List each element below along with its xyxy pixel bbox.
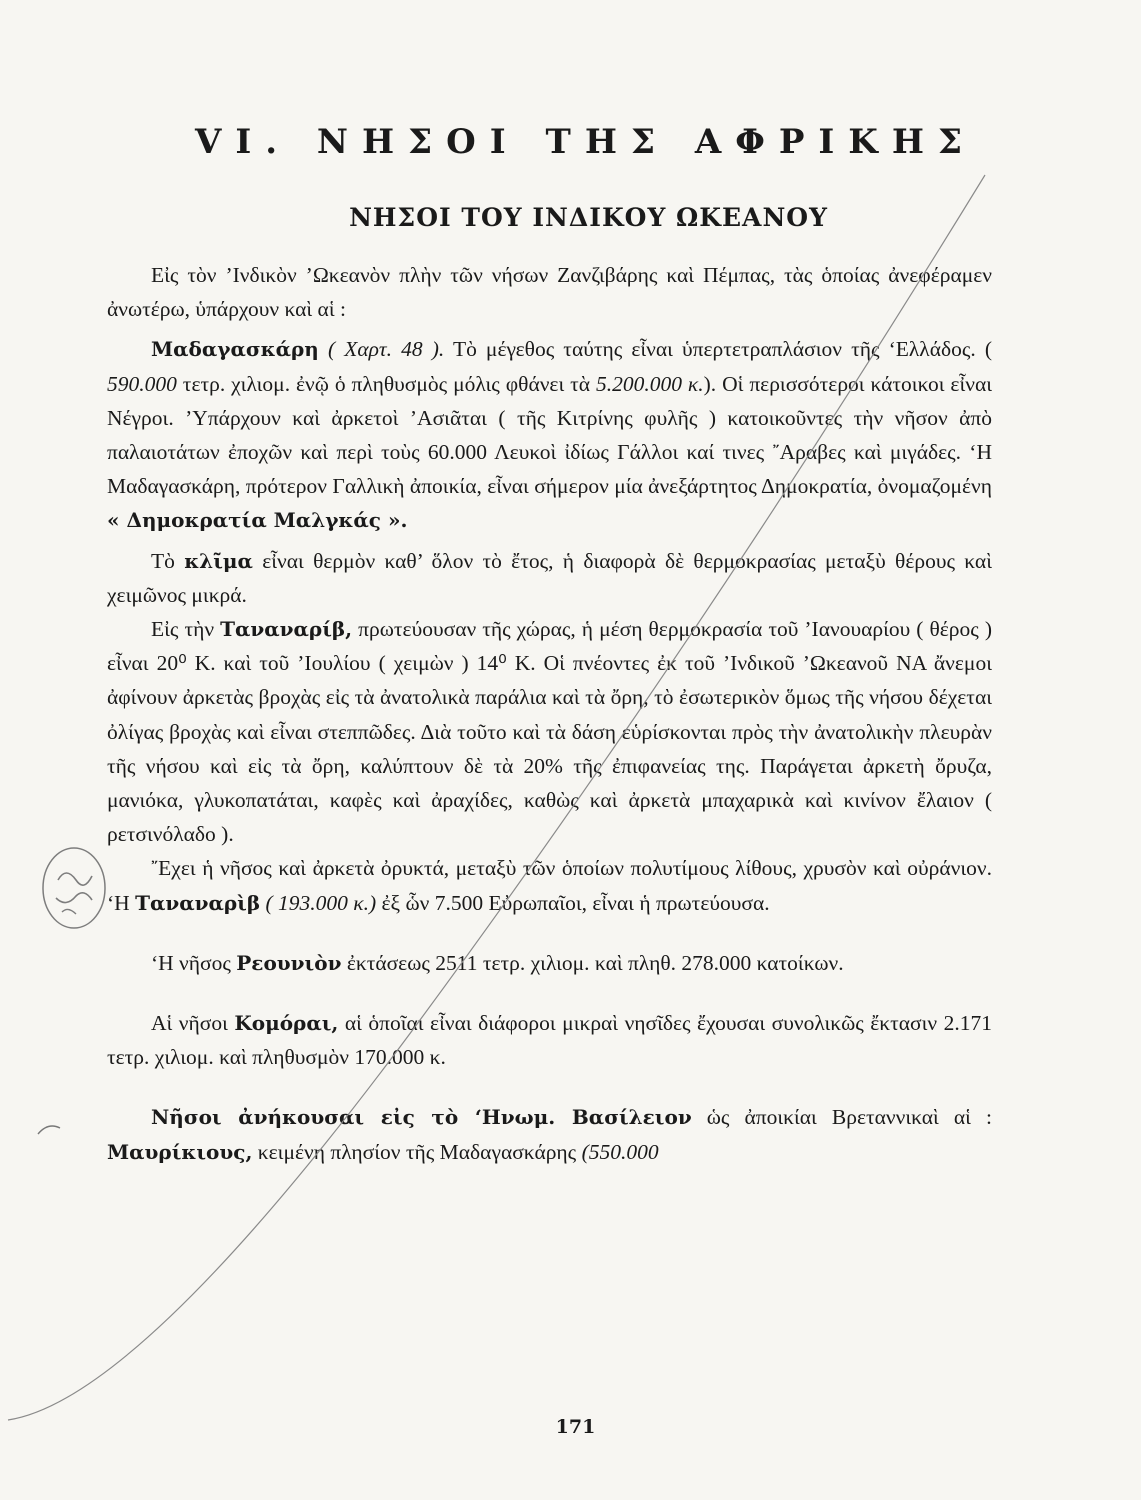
- text-run: ἐκτάσεως 2511 τετρ. χιλιομ. καὶ πληθ. 278.000 κατοίκων.: [341, 950, 844, 975]
- text-run: ῎Εχει ἡ νῆσος καὶ ἀρκετὰ ὀρυκτά, μεταξὺ τῶν ὁποίων πολυτίμους λίθους, χρυσὸν καὶ οὐράνιον. ‘Η: [107, 856, 992, 915]
- text-run: κειμένη πλησίον τῆς Μαδαγασκάρης: [252, 1139, 582, 1164]
- text-run: ὡς ἀποικίαι Βρεταννικαὶ αἱ :: [691, 1105, 992, 1130]
- capital-paragraph: [107, 612, 992, 851]
- republic-name: « Δημοκρατία Μαλγκάς ».: [107, 508, 408, 533]
- body-text: [107, 258, 992, 1169]
- reunion-name: Ρεουνιὸν: [236, 950, 342, 975]
- library-stamp-icon: [38, 840, 112, 936]
- uk-islands-heading: Νῆσοι ἀνήκουσαι εἰς τὸ ‘Ηνωμ. Βασίλειον: [151, 1105, 692, 1130]
- map-reference: ( Χαρτ. 48 ).: [327, 337, 445, 362]
- reunion-paragraph: [107, 946, 992, 980]
- text-run: αἱ ὁποῖαι εἶναι διάφοροι μικραὶ νησῖδες ἔχουσαι συνολικῶς ἔκτασιν 2.171 τετρ. χιλιομ. καὶ πληθυσμὸν 170.000 κ.: [107, 1011, 992, 1070]
- section-title: ΝΗΣΟΙ ΤΟΥ ΙΝΔΙΚΟΥ ΩΚΕΑΝΟΥ: [349, 203, 828, 232]
- text-run: ). Οἱ περισσότεροι κάτοικοι εἶναι Νέγροι. ’Υπάρχουν καὶ ἀρκετοὶ ’Ασιᾶται ( τῆς Κιτρίνης φυλῆς ) κατοικοῦντες τὴν νῆσον ἀπὸ παλαιοτάτων ἐποχῶν καὶ περὶ τοὺς 60.000 Λευκοὶ ἰδίως Γάλλοι καί τινες ῎Αραβες καὶ μιγάδες. ‘Η Μαδαγασκάρη, πρότερον Γαλλικὴ ἀποικία, εἶναι σήμερον μία ἀνεξάρτητος Δημοκρατία, ὀνομαζομένη: [107, 371, 992, 499]
- uk-islands-paragraph: [107, 1100, 992, 1168]
- madagascar-area: 590.000: [107, 371, 177, 396]
- capital-name: Ταναναρίβ,: [220, 617, 353, 642]
- text-run: ἐξ ὧν 7.500 Εὐρωπαῖοι, εἶναι ἡ πρωτεύουσα.: [376, 890, 770, 915]
- text-run: ‘Η νῆσος: [151, 950, 237, 975]
- intro-paragraph: Εἰς τὸν ’Ινδικὸν ’Ωκεανὸν πλὴν τῶν νήσων Ζανζιβάρης καὶ Πέμπας, τὰς ὁποίας ἀνεφέραμεν ἀνωτέρω, ὑπάρχουν καὶ αἱ :: [107, 263, 992, 322]
- text-run: Αἱ νῆσοι: [151, 1011, 235, 1036]
- madagascar-name: Μαδαγασκάρη: [151, 337, 319, 362]
- text-run: τετρ. χιλιομ. ἐνῷ ὁ πληθυσμὸς μόλις φθάνει τὰ: [176, 371, 596, 396]
- page-number: 171: [555, 1416, 596, 1438]
- climate-keyword: κλῖμα: [184, 548, 253, 573]
- text-run: πρωτεύουσαν τῆς χώρας, ἡ μέση θερμοκρασία τοῦ ’Ιανουαρίου ( θέρος ) εἶναι 20⁰ Κ. καὶ τοῦ ’Ιουλίου ( χειμὼν ) 14⁰ Κ. Οἱ πνέοντες ἐκ τοῦ ’Ινδικοῦ ’Ωκεανοῦ ΝΑ ἄνεμοι ἀφίνουν ἀρκετὰς βροχὰς εἰς τὰ ἀνατολικὰ παράλια καὶ τὰ ὄρη, τὸ ἐσωτερικὸν ὅμως τῆς νήσου δέχεται ὀλίγας βροχὰς καὶ εἶναι στεππῶδες. Διὰ τοῦτο καὶ τὰ δάση εὑρίσκονται πρὸς τὴν ἀνατολικὴν πλευρὰν τῆς νήσου καὶ εἰς τὰ ὄρη, καλύπτουν δὲ τὰ 20% τῆς ἐπιφανείας της. Παράγεται ἀρκετὴ ὄρυζα, μανιόκα, γλυκοπατάται, καφὲς καὶ ἀραχίδες, καθὼς καὶ ἀρκετὰ μπαχαρικὰ καὶ κινίνον ἔλαιον ( ρετσινόλαδο ).: [107, 617, 992, 847]
- text-run: Τὸ: [151, 548, 185, 573]
- text-run: Τὸ μέγεθος ταύτης εἶναι ὑπερτετραπλάσιον τῆς ‘Ελλάδος. (: [444, 337, 992, 362]
- madagascar-paragraph: [107, 332, 992, 537]
- chapter-title: VI. ΝΗΣΟΙ ΤΗΣ ΑΦΡΙΚΗΣ: [194, 122, 977, 162]
- mauritius-name: Μαυρίκιους,: [107, 1139, 253, 1164]
- text-run: εἶναι θερμὸν καθ’ ὅλον τὸ ἔτος, ἡ διαφορὰ δὲ θερμοκρασίας μεταξὺ θέρους καὶ χειμῶνος μικρά.: [107, 548, 992, 607]
- madagascar-population: 5.200.000 κ.: [596, 371, 704, 396]
- capital-name-2: Ταναναρὶβ: [135, 890, 261, 915]
- climate-paragraph: [107, 544, 992, 612]
- minerals-paragraph: [107, 851, 992, 919]
- text-run: Εἰς τὴν: [151, 617, 221, 642]
- mauritius-area: (550.000: [581, 1139, 659, 1164]
- comoros-paragraph: [107, 1006, 992, 1074]
- comoros-name: Κομόραι,: [234, 1011, 339, 1036]
- margin-pencil-mark: [38, 1126, 60, 1134]
- capital-population: ( 193.000 κ.): [265, 890, 377, 915]
